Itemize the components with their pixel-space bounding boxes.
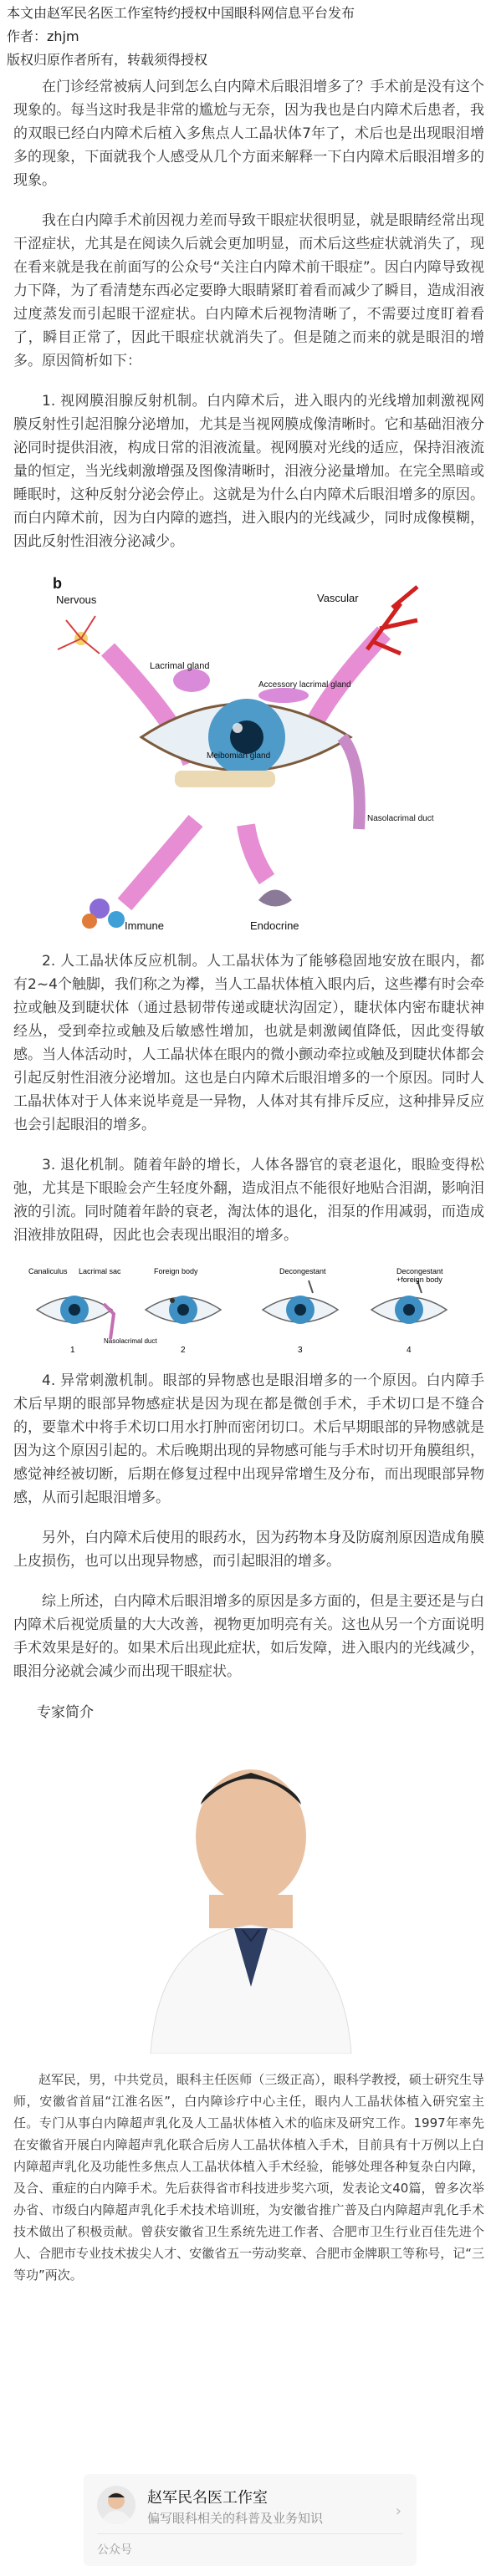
label-nasolacrimal-strip: Nasolacrimal duct — [103, 1337, 157, 1345]
label-endocrine: Endocrine — [249, 919, 299, 932]
label-foreign-body: Foreign body — [153, 1267, 198, 1275]
author-line: 作者：zhjm — [7, 28, 79, 44]
label-decongestant-2: Decongestant — [396, 1267, 443, 1275]
label-accessory-gland: Accessory lacrimal gland — [258, 680, 351, 690]
divider — [97, 2533, 403, 2534]
retina-reflex-paragraph: 1. 视网膜泪腺反射机制。白内障术后，进入眼内的光线增加刺激视网膜反射性引起泪腺分泌增加，尤其是当视网膜成像清晰时。它和基础泪液分泌同时提供泪液，构成日常的泪液流量。视网膜对光线的适应，保持泪液流量的恒定，当光线刺激增强及图像清晰时，泪液分泌量增加。在完全黑暗或睡眠时，这种反射分泌会停止。这就是为什么白内障术后眼泪增多的原因。而白内障术前，因为白内障的遮挡，进入眼内的光线减少，同时成像模糊，因此反射性泪液分泌减少。 — [13, 393, 484, 550]
iol-reaction-paragraph: 2. 人工晶状体反应机制。人工晶状体为了能够稳固地安放在眼内，都有2~4个触脚，我们称之为襻，当人工晶状体植入眼内后，这些襻有时会牵拉或触及到睫状体（通过悬韧带传递或睫状沟固定），睫状体内密布睫状神经丛，受到牵拉或触及后敏感性增加，也就是刺激阈值降低，因此变得敏感。当人体活动时，人工晶状体在眼内的微小颤动牵拉或触及到睫状体都会引起反射性泪液分泌增加。这也是白内障术后眼泪增多的一个原因。同时人工晶状体对于人体来说毕竟是一异物，人体对其有排斥反应，这种排异反应也会引起眼泪的增多。 — [13, 953, 484, 1133]
profile-description: 偏写眼科相关的科普及业务知识 — [147, 2511, 324, 2526]
label-nasolacrimal: Nasolacrimal duct — [366, 814, 433, 823]
degeneration-paragraph: 3. 退化机制。随着年龄的增长，人体各器官的衰老退化，眼睑变得松弛，尤其是下眼睑会产生轻度外翻，造成泪点不能很好地贴合泪湖，影响泪液的引流。同时随着年龄的衰老，淘汰体的退化，泪泵的作用减弱，而造成泪液排放阻碍，因此也会表现出眼泪的增多。 — [13, 1157, 484, 1244]
article-header — [0, 0, 491, 72]
label-lacrimal-sac: Lacrimal sac — [78, 1267, 121, 1275]
stage-number-1: 1 — [69, 1346, 75, 1355]
tear-regulation-diagram — [49, 570, 442, 938]
label-vascular: Vascular — [316, 592, 359, 604]
label-meibomian: Meibomian gland — [206, 751, 270, 761]
source-line: 本文由赵军民名医工作室特约授权中国眼科网信息平台发布 — [7, 5, 355, 21]
panel-letter: b — [52, 575, 62, 592]
stage-number-2: 2 — [180, 1346, 186, 1355]
label-decongestant: Decongestant — [279, 1267, 326, 1275]
intro-paragraph: 在门诊经常被病人问到怎么白内障术后眼泪增多了？手术前是没有这个现象的。每当这时我是非常的尴尬与无奈，因为我也是白内障术后患者，我的双眼已经白内障术后植入多焦点人工晶状体7年了，术后也是出现眼泪增多的现象，下面就我个人感受从几个方面来解释一下白内障术后眼泪增多的现象。 — [13, 79, 484, 189]
expert-bio: 赵军民，男，中共党员，眼科主任医师（三级正高），眼科学教授，硕士研究生导师，安徽省首届“江淮名医”，白内障诊疗中心主任，眼内人工晶状体植入研究室主任。专门从事白内障超声乳化及人工晶状体植入术的临床及研究工作。1997年率先在安徽省开展白内障超声乳化联合后房人工晶状体植入手术，目前具有十万例以上白内障超声乳化及功能性多焦点人工晶状体植入手术经验，能够处理各种复杂白内障，及合、重症的白内障手术。先后获得省市科技进步奖六项，发表论文40篇，曾多次举办省、市级白内障超声乳化手术技术培训班，为安徽省推广普及白内障超声乳化手术技术做出了积极贡献。曾获安徽省卫生系统先进工作者、合肥市卫生行业百佳先进个人、合肥市专业技术拔尖人才、安徽省五一劳动奖章、合肥市金牌职工等称号，记“三等功”两次。 — [13, 2072, 484, 2283]
tear-drainage-diagram — [20, 1264, 472, 1356]
expert-photo — [0, 1736, 491, 2054]
profile-card[interactable] — [84, 2474, 417, 2566]
chevron-right-icon: › — [395, 2502, 401, 2520]
summary-paragraph: 综上所述，白内障术后眼泪增多的原因是多方面的，但是主要还是与白内障术后视觉质量的大大改善，视物更加明亮有关。这也从另一个方面说明手术效果是好的。如果术后出现此症状，如后发障，进入眼内的光线减少，眼泪分泌就会减少而出现干眼症状。 — [13, 1593, 484, 1680]
label-immune: Immune — [124, 919, 164, 932]
profile-avatar — [97, 2486, 136, 2524]
eyedrop-paragraph: 另外，白内障术后使用的眼药水，因为药物本身及防腐剂原因造成角膜上皮损伤，也可以出现异物感，而引起眼泪的增多。 — [13, 1530, 484, 1570]
accessory-gland-shape — [258, 688, 309, 703]
dry-eye-paragraph: 我在白内障手术前因视力差而导致干眼症状很明显，就是眼睛经常出现干涩症状，尤其是在阅读久后就会更加明显，而术后这些症状就消失了，现在看来就是我在前面写的公众号“关注白内障术前干眼症”。因白内障导致视力下降，为了看清楚东西必定要睁大眼睛紧盯着看而减少了瞬目，造成泪液过度蒸发而引起眼干涩症状。白内障术后视物清晰了，不需要过度盯着看了，瞬目正常了，因此干眼症状就消失了。但是随之而来的就是眼泪的增多。原因简析如下： — [13, 212, 484, 369]
lacrimal-gland-shape — [173, 669, 210, 692]
expert-heading: 专家简介 — [37, 1704, 94, 1721]
label-canaliculus: Canaliculus — [28, 1267, 68, 1275]
profile-name: 赵军民名医工作室 — [147, 2489, 268, 2507]
label-nervous: Nervous — [55, 593, 96, 606]
profile-account-type: 公众号 — [97, 2543, 132, 2557]
foreign-body-paragraph: 4. 异常刺激机制。眼部的异物感也是眼泪增多的一个原因。白内障手术后早期的眼部异物感症状是因为现在都是微创手术，手术切口是不缝合的，要靠术中将手术切口用水打肿而密闭切口。术后早期眼部的异物感就是因为这个原因引起的。术后晚期出现的异物感可能与手术时切开角膜组织，感觉神经被切断，后期在修复过程中出现异常增生及分布，而出现眼部异物感，从而引起眼泪增多。 — [13, 1372, 484, 1506]
stage-number-4: 4 — [406, 1346, 412, 1355]
label-foreign-body-2: +foreign body — [396, 1275, 442, 1284]
meibomian-shape — [175, 771, 275, 787]
label-lacrimal-gland: Lacrimal gland — [149, 661, 210, 671]
stage-number-3: 3 — [297, 1346, 303, 1355]
copyright-line: 版权归原作者所有，转载须得授权 — [7, 52, 208, 68]
